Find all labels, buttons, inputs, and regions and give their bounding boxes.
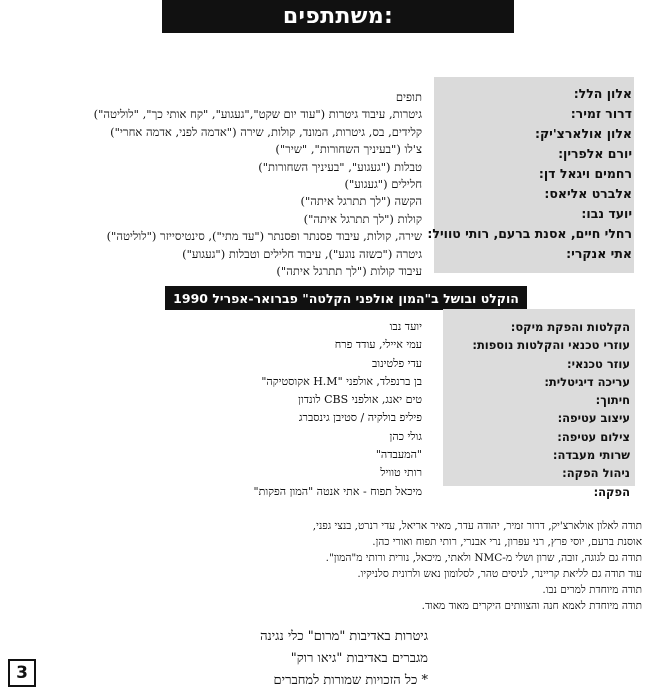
thanks-line: תודה גם לגוגה, זובה, שרון ושלי מ-NMC ולאתי, מיכאל, נורית ורותי מ"המון".	[325, 552, 642, 564]
thanks-line: תודה לאלון אולארצ'יק, דרור זמיר, יהודה עדר, מאיר אריאל, עדי רנרט, בנצי גפני,	[312, 520, 642, 532]
credit-label: ניהול הפקה:	[562, 466, 630, 481]
page-number-box	[8, 659, 36, 687]
recording-banner-text: הוקלט ובושל ב"המון אולפני הקלטה" פברואר-אפריל 1990	[173, 290, 519, 306]
participant-role: צ'לו ("בעיניך השחורות", "שיר")	[275, 142, 422, 157]
thanks-line: תודה מיוחדת למרים נבו.	[542, 584, 642, 596]
participant-name: אלון הלל:	[573, 86, 632, 101]
participant-name: יורם אלפרין:	[558, 146, 632, 161]
thanks-block	[222, 518, 642, 614]
credit-line: מגברים באדיבות "גיאו רוק"	[290, 651, 428, 666]
credit-line: גיטרות באדיבות "מרום" כלי נגינה	[260, 629, 428, 644]
credit-label: עוזרי טכנאי והקלטות נוספות:	[472, 338, 630, 353]
participant-roles	[22, 89, 422, 280]
instrument-credits	[168, 626, 428, 692]
credit-value: עמי איילי, עודד פרח	[334, 338, 422, 352]
credit-label: שרותי מעבדה:	[552, 448, 630, 463]
credit-label: הקלטות והפקת מיקס:	[510, 320, 630, 334]
credit-value: מיכאל תפוח - אתי אנטה "המון הפקות"	[253, 484, 422, 498]
participant-role-extra: עיבוד קולות ("לך תתרגל איתה")	[276, 263, 422, 278]
credit-value: עדי פלטינוב	[371, 356, 422, 370]
credit-value: "המעבדה"	[375, 448, 422, 462]
participant-name: יועד נבו:	[581, 206, 632, 221]
credit-value: פיליפ בולקיה / סטיבן גינסברג	[298, 411, 422, 425]
participant-name: דרור זמיר:	[570, 106, 632, 121]
credit-label: הפקה:	[593, 484, 630, 499]
participant-name: אלברט אליאס:	[544, 186, 632, 201]
participant-name: רחלי חיים, אסנת ברעם, רותי טוויל:	[427, 226, 632, 241]
page-number: 3	[16, 663, 28, 683]
participant-role: קלידים, בס, גיטרות, המונד, קולות, שירה ("אדמה לפני, אדמה אחרי")	[110, 124, 422, 139]
credit-line: * כל הזכויות שמורות למחברים	[273, 673, 428, 688]
participant-role: טבלות ("געגוע", "בעיניך השחורות")	[258, 159, 422, 174]
credit-value: יועד נבו	[389, 320, 422, 333]
page-title: משתתפים:	[282, 4, 394, 29]
participant-role: שירה, קולות, עיבוד פסנתר ופסנתר ("עד מתי"), סינטיסייזר ("לוליטה")	[106, 229, 422, 244]
credit-label: צילום עטיפה:	[557, 429, 630, 444]
participant-name: רחמים ויגאל דן:	[538, 166, 632, 181]
participant-role: קולות ("לך תתרגל איתה")	[303, 211, 422, 226]
participant-names	[427, 84, 632, 264]
thanks-line: אוסנת ברעם, יוסי פרץ, רני עפרון, נרי אבנרי, רותי תפוח ואורי כהן.	[372, 536, 642, 548]
title-banner	[162, 0, 514, 33]
participant-name: אתי אנקרי:	[566, 246, 632, 261]
credit-value: טים יאנג, אולפני CBS לונדון	[298, 393, 422, 407]
recording-banner	[165, 286, 527, 310]
credit-value: בן ברנפלד, אולפני "H.M אקוסטיקה"	[261, 374, 422, 388]
thanks-line: תודה מיוחדת לאמא חנה והצוותים היקרים מאוד מאוד.	[421, 600, 642, 612]
credit-label: עיצוב עטיפה:	[557, 411, 630, 426]
credit-label: עריכה דיגיטלית:	[544, 374, 630, 389]
studio-credit-values	[122, 318, 422, 501]
thanks-line: עוד תודה גם לליאת קריינר, לניסים טהר, לסלומון נאש ולרונית סלניקיו.	[357, 568, 642, 580]
credit-label: עוזר טכנאי:	[566, 356, 630, 371]
credit-label: חיתוך:	[595, 393, 630, 408]
studio-credit-labels	[440, 318, 630, 501]
participant-role-extra: גיטרה ("כשזה נוגע"), עיבוד חלילים וטבלות ("געגוע")	[182, 246, 422, 261]
credit-value: גולי כהן	[389, 429, 422, 443]
participant-name: אלון אולארצ'יק:	[534, 126, 632, 141]
participant-role: חלילים ("געגוע")	[344, 176, 422, 191]
participant-role: תופים	[395, 90, 422, 104]
credit-value: רותי טוויל	[380, 466, 422, 480]
participant-role: גיטרות, עיבוד גיטרות ("עוד יום שקט","געגוע", "קח אותי כך", "לוליטה")	[93, 107, 422, 122]
participant-role: הקשה ("לך תתרגל איתה")	[300, 194, 422, 209]
